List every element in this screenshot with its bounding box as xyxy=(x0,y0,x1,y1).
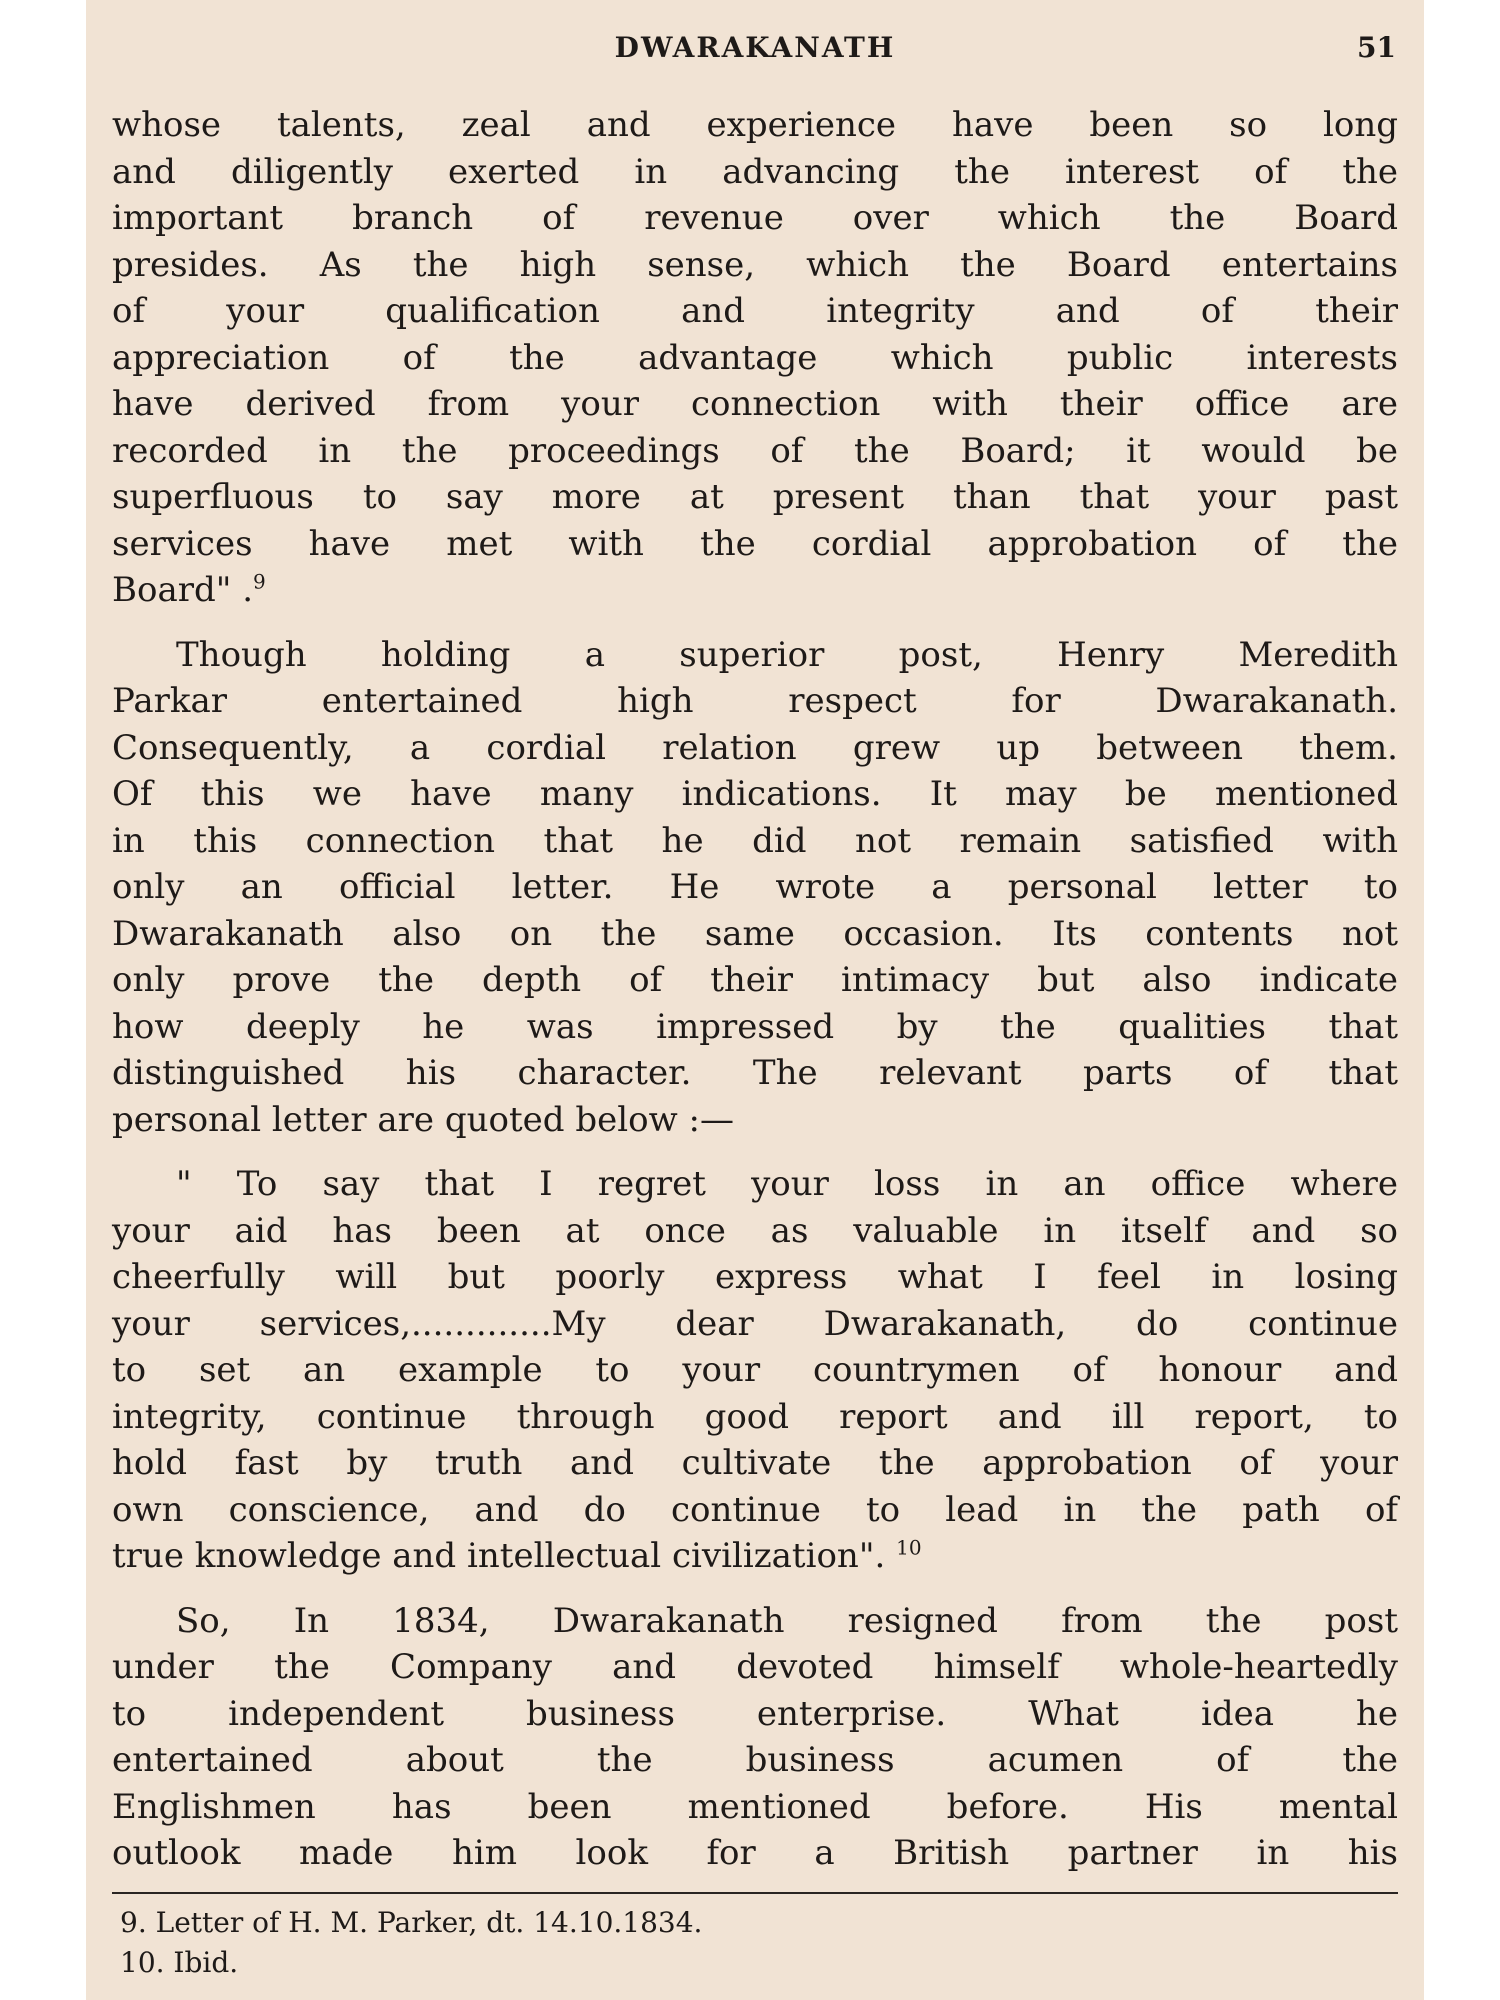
text-line: your services,.............My dear Dwarakanath, do continue xyxy=(112,1303,1398,1344)
text-line: hold fast by truth and cultivate the approbation of your xyxy=(112,1443,1398,1483)
text-line: have derived from your connection with their office are xyxy=(112,384,1398,424)
text-line: only prove the depth of their intimacy but also indicate xyxy=(112,960,1398,1000)
paragraph-gap xyxy=(112,614,1398,632)
text-line: in this connection that he did not remain satisfied with xyxy=(112,820,1398,861)
text-line-content: true knowledge and intellectual civilization". xyxy=(112,1536,886,1576)
paragraph-gap xyxy=(112,1580,1398,1598)
footnote-10: 10. Ibid. xyxy=(120,1946,239,1979)
text-line: personal letter are quoted below :— xyxy=(112,1099,734,1140)
footnote-9: 9. Letter of H. M. Parker, dt. 14.10.1834. xyxy=(120,1906,703,1939)
text-line: to independent business enterprise. What idea he xyxy=(112,1693,1398,1734)
body-text xyxy=(112,102,1398,1877)
text-line: of your qualification and integrity and of their xyxy=(112,291,1398,331)
text-line: under the Company and devoted himself whole-heartedly xyxy=(112,1647,1398,1687)
footnote-ref: 9 xyxy=(253,569,266,594)
text-line-content: Board" . xyxy=(112,570,253,610)
text-line: Of this we have many indications. It may be mentioned xyxy=(112,774,1398,814)
text-line: how deeply he was impressed by the qualities that xyxy=(112,1006,1398,1047)
text-line xyxy=(112,567,1398,614)
text-line: Consequently, a cordial relation grew up between them. xyxy=(112,727,1398,768)
book-page xyxy=(86,0,1424,2000)
paragraph-letter-quote-end xyxy=(112,102,1398,614)
text-line: whose talents, zeal and experience have been so long xyxy=(112,105,1398,145)
text-line: your aid has been at once as valuable in itself and so xyxy=(112,1210,1398,1251)
page-number: 51 xyxy=(1357,31,1396,64)
running-head: DWARAKANATH xyxy=(614,31,896,64)
text-line: appreciation of the advantage which public interests xyxy=(112,337,1398,378)
text-line: Dwarakanath also on the same occasion. Its contents not xyxy=(112,913,1398,954)
text-line: and diligently exerted in advancing the interest of the xyxy=(112,151,1398,192)
text-line: superfluous to say more at present than that your past xyxy=(112,477,1398,517)
footnotes xyxy=(120,1903,1390,1983)
page-header xyxy=(112,28,1398,68)
paragraph-gap xyxy=(112,1143,1398,1161)
text-line: Englishmen has been mentioned before. His mental xyxy=(112,1786,1398,1827)
footnote-divider xyxy=(112,1892,1398,1894)
text-line: Parkar entertained high respect for Dwarakanath. xyxy=(112,681,1398,721)
text-line: to set an example to your countrymen of honour and xyxy=(112,1350,1398,1390)
text-line: outlook made him look for a British partner in his xyxy=(112,1833,1398,1873)
text-line: cheerfully will but poorly express what I feel in losing xyxy=(112,1257,1398,1297)
paragraph-resignation xyxy=(112,1598,1398,1877)
text-line xyxy=(112,1533,1398,1580)
text-line: " To say that I regret your loss in an office where xyxy=(176,1164,1398,1204)
text-line: services have met with the cordial approbation of the xyxy=(112,523,1398,564)
text-line: important branch of revenue over which the Board xyxy=(112,198,1398,238)
text-line: recorded in the proceedings of the Board; it would be xyxy=(112,430,1398,471)
paragraph-parker-respect xyxy=(112,632,1398,1144)
text-line: own conscience, and do continue to lead in the path of xyxy=(112,1489,1398,1530)
text-line: Though holding a superior post, Henry Meredith xyxy=(176,634,1398,675)
text-line: entertained about the business acumen of the xyxy=(112,1740,1398,1780)
text-line: presides. As the high sense, which the Board entertains xyxy=(112,244,1398,285)
text-line: So, In 1834, Dwarakanath resigned from the post xyxy=(176,1600,1398,1641)
text-line: integrity, continue through good report and ill report, to xyxy=(112,1396,1398,1437)
footnote-ref: 10 xyxy=(896,1535,922,1560)
text-line: distinguished his character. The relevant parts of that xyxy=(112,1053,1398,1093)
text-line: only an official letter. He wrote a personal letter to xyxy=(112,867,1398,907)
paragraph-personal-letter-quote xyxy=(112,1161,1398,1580)
